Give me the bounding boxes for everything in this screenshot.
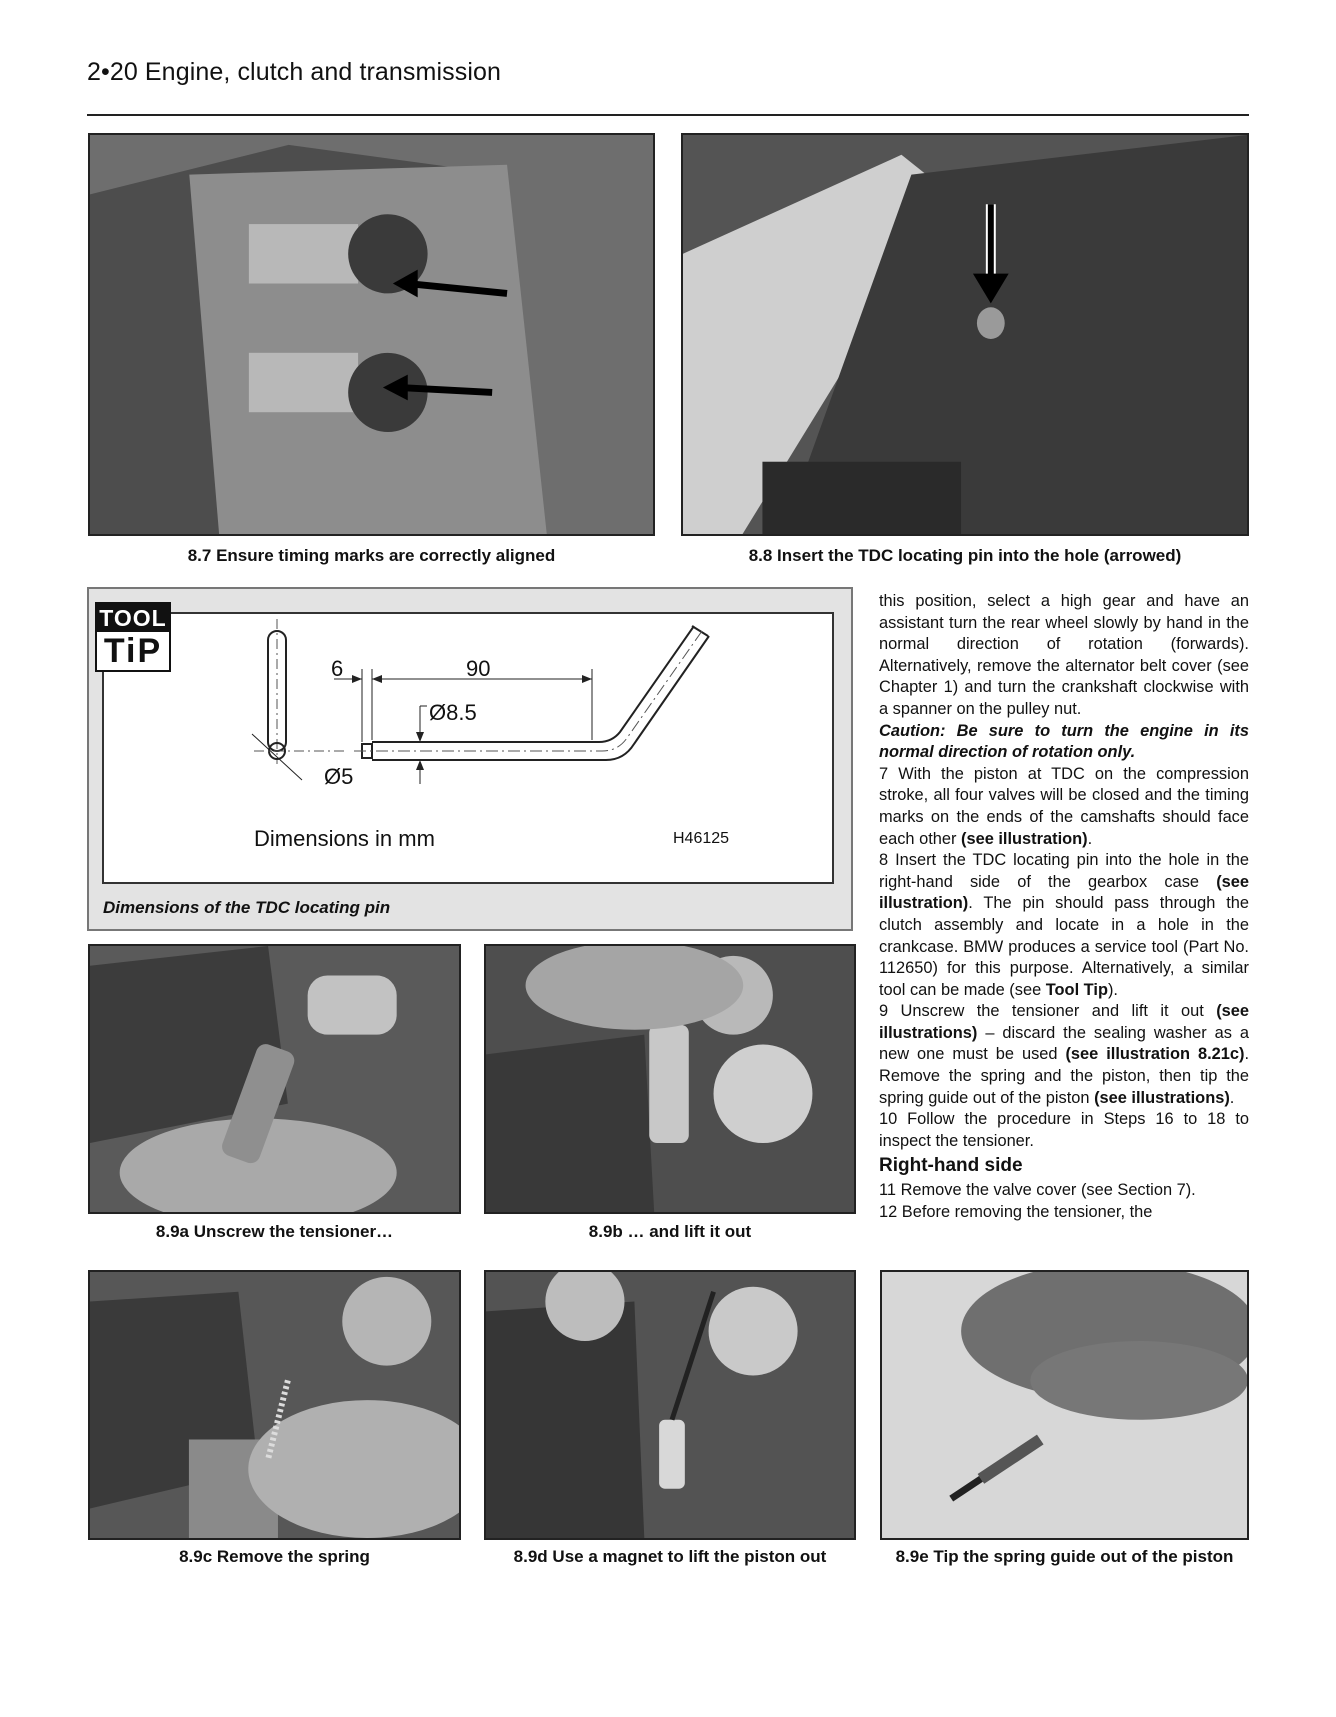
photo-8-8 (681, 133, 1249, 536)
caption-8-9d: 8.9d Use a magnet to lift the piston out (513, 1547, 827, 1566)
tool-tip-box (87, 587, 853, 931)
photo-8-9c (88, 1270, 461, 1540)
header-rule (87, 114, 1249, 116)
photo-8-9d (484, 1270, 856, 1540)
dimension-diameter-5-label: Ø5 (324, 764, 354, 789)
caption-8-9e: 8.9e Tip the spring guide out of the piston (895, 1547, 1234, 1566)
tool-tip-badge-top: TOOL (97, 604, 169, 632)
step-10: 10 Follow the procedure in Steps 16 to 18 to inspect the tensioner. (879, 1110, 1249, 1150)
caption-8-8: 8.8 Insert the TDC locating pin into the hole (arrowed) (748, 546, 1182, 565)
caption-8-9b: 8.9b … and lift it out (588, 1222, 752, 1241)
photo-8-9b (484, 944, 856, 1214)
body-text-column (879, 591, 1249, 1223)
dimension-90-label: 90 (466, 656, 491, 681)
tool-tip-caption: Dimensions of the TDC locating pin (103, 898, 391, 917)
caution-note: Caution: Be sure to turn the engine in its normal direction of rotation only. (879, 721, 1249, 762)
tool-tip-badge (95, 602, 171, 672)
step-11: 11 Remove the valve cover (see Section 7). (879, 1181, 1196, 1200)
step-7: 7 With the piston at TDC on the compression stroke, all four valves will be closed and the timing marks on the ends of the camshafts should face each other (see illustration). (879, 764, 1249, 848)
dimensions-units-label: Dimensions in mm (254, 826, 435, 851)
page-header-title: 2•20 Engine, clutch and transmission (87, 58, 501, 86)
dimension-diameter-8-5-label: Ø8.5 (429, 700, 477, 725)
photo-8-9e (880, 1270, 1249, 1540)
caption-8-9a: 8.9a Unscrew the tensioner… (155, 1222, 394, 1241)
photo-8-9a (88, 944, 461, 1214)
step-8: 8 Insert the TDC locating pin into the hole in the right-hand side of the gearbox case (see illustration). The pin should pass through the clutch assembly and locate in a hole in the crankcase. BMW produces a service tool (Part No. 112650) for this purpose. Alternatively, a similar tool can be made (see Tool Tip). (879, 851, 1249, 999)
step-9: 9 Unscrew the tensioner and lift it out (see illustrations) – discard the sealing washer as a new one must be used (see illustration 8.21c). Remove the spring and the piston, then tip the spring guide out of the piston (see illustrations). (879, 1002, 1249, 1107)
tool-tip-badge-bottom: TiP (103, 632, 163, 670)
caption-8-7: 8.7 Ensure timing marks are correctly aligned (187, 546, 556, 565)
dimension-6-label: 6 (331, 656, 344, 681)
step-12: 12 Before removing the tensioner, the (879, 1202, 1153, 1221)
photo-8-7 (88, 133, 655, 536)
caption-8-9c: 8.9c Remove the spring (179, 1547, 370, 1566)
drawing-code: H46125 (673, 830, 730, 847)
tool-tip-drawing-frame (102, 612, 834, 884)
paragraph-continued: this position, select a high gear and have an assistant turn the rear wheel slowly by hand in the normal direction of rotation (forwards). Alternatively, remove the alternator belt cover (see Chapter 1) and turn the crankshaft clockwise with a spanner on the pulley nut. (879, 592, 1249, 718)
section-heading-right-hand-side: Right-hand side (879, 1155, 1023, 1177)
